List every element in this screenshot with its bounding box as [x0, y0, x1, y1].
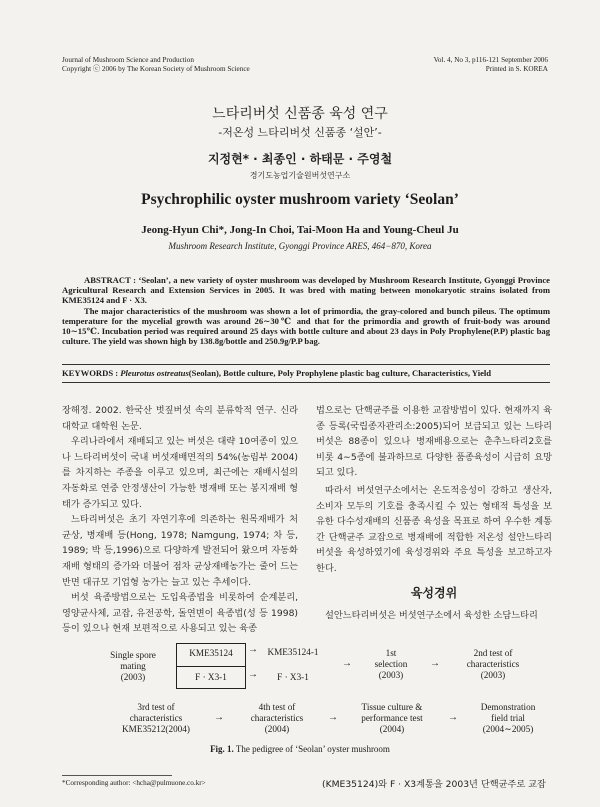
right-column-tail — [316, 608, 552, 624]
fig-fourth-test — [232, 702, 322, 735]
fig-single-spore — [88, 650, 178, 683]
reference-entry: 장해정. 2002. 한국산 벗짚버섯 속의 분류학적 연구. 신라대학교 대학원 논문. — [62, 405, 298, 432]
abstract-label: ABSTRACT : — [84, 275, 137, 285]
arrow-icon: → — [430, 658, 440, 669]
keywords-rest: (Seolan), Bottle culture, Poly Prophylene plastic bag culture, Characteristics, Yield — [188, 368, 492, 378]
divider-top — [62, 364, 550, 365]
caption-label: Fig. 1. — [210, 744, 234, 754]
fig-tissue-culture — [344, 702, 440, 735]
fig-parent-box — [176, 643, 246, 689]
english-affiliation: Mushroom Research Institute, Gyonggi Province ARES, 464−870, Korea — [168, 241, 432, 251]
keywords — [62, 368, 550, 378]
corresponding-author: *Corresponding author: <hcha@pulmuone.co.kr> — [62, 779, 206, 787]
divider-bottom — [62, 382, 550, 383]
fig-first-line1: 1st — [385, 648, 397, 658]
fig-tissue-line2: performance test — [361, 713, 423, 723]
fig-fourth-year: (2004) — [264, 724, 290, 734]
fig-third-line2: characteristics — [129, 713, 183, 723]
fig-demo-line2: field trial — [491, 713, 525, 723]
fig-third-line1: 3rd test of — [137, 702, 175, 712]
caption-text: The pedigree of ‘Seolan’ oyster mushroom — [233, 744, 390, 754]
fig-second-line1: 2nd test of — [473, 648, 513, 658]
right-bottom-text: (KME35124)와 F · X3계통을 2003년 단핵균주로 교잡 — [322, 779, 546, 790]
arrow-icon: → — [248, 644, 258, 655]
fig-box-divider — [177, 666, 245, 667]
abstract — [62, 275, 550, 346]
fig-parent-top: KME35124 — [189, 648, 233, 658]
abstract-p1: ‘Seolan’, a new variety of oyster mushroom was developed by Mushroom Research Institute, Gyonggi Province Agricultural Research and Extension Services in 2005. It was bred with mating between monokaryotic strains isolated from KME35124 and F · X3. — [62, 275, 550, 306]
fig-second-line2: characteristics — [466, 659, 520, 669]
fig-monokaryon-bot: F · X3-1 — [277, 672, 309, 682]
footnote-rule — [62, 775, 172, 776]
fig-second-year: (2003) — [480, 670, 506, 680]
korean-subtitle: -저온성 느타리버섯 신품종 ‘설안’- — [218, 126, 382, 139]
fig-single-spore-line2: mating — [120, 661, 146, 671]
fig-demonstration — [462, 702, 554, 735]
fig-third-test — [106, 702, 206, 735]
section-heading: 육성경위 — [410, 586, 458, 600]
left-paragraph-2: 느타리버섯은 초기 자연기후에 의존하는 원목재배가 처 균상, 병재배 등(Hong, 1978; Namgung, 1974; 차 등, 1989; 박 등,1996)으로 다양하게 발전되어 왔으며 자동화재배 형태의 증가와 더불어 점차 균상재배농가는 줄어 드는 반면 대규모 기업형 농가는 늘고 있는 추세이다. — [62, 514, 298, 588]
journal-name: Journal of Mushroom Science and Production — [62, 56, 194, 64]
arrow-icon: → — [342, 658, 352, 669]
fig-tissue-line1: Tissue culture & — [361, 702, 423, 712]
fig-demo-line1: Demonstration — [480, 702, 536, 712]
volume-header — [434, 56, 548, 74]
korean-affiliation: 경기도농업기술원버섯연구소 — [249, 171, 351, 180]
fig-second-test — [446, 648, 540, 681]
right-paragraph-2: 따라서 버섯연구소에서는 온도적응성이 강하고 생산자, 소비자 모두의 기호를 충족시킬 수 있는 형태적 특성을 보유한 다수성재배의 신품종 육성을 목표로 하여 우수한 계통간 단핵균주 교잡으로 병재배에 적합한 저온성 설안느타리버섯을 육성하였기에 육성경위와 주요 특성을 보고하고자 한다. — [316, 484, 552, 574]
volume-info: Vol. 4, No 3, p116-121 September 2006 — [433, 56, 548, 64]
fig-third-year: KME35212(2004) — [122, 724, 190, 734]
left-column — [62, 403, 298, 637]
left-paragraph-3: 버섯 육종방법으로는 도입육종법을 비롯하여 순계분리, 영양균사체, 교잡, 유전공학, 돌연변이 육종법(성 등 1998) 등이 있으나 현재 보편적으로 사용되고 있는 육종 — [62, 592, 298, 635]
fig-single-spore-year: (2003) — [120, 672, 146, 682]
fig-tissue-year: (2004) — [379, 724, 405, 734]
korean-title: 느타리버섯 신품종 육성 연구 — [212, 106, 388, 122]
journal-header — [62, 56, 250, 74]
right-column — [316, 403, 552, 577]
arrow-icon: → — [248, 669, 258, 680]
fig-monokaryon-top: KME35124-1 — [267, 647, 319, 657]
arrow-icon: → — [328, 712, 338, 723]
fig-single-spore-line1: Single spore — [110, 650, 156, 660]
fig-first-line2: selection — [374, 659, 408, 669]
fig-parent-bot: F · X3-1 — [195, 672, 227, 682]
right-paragraph-3: 설안느타리버섯은 버섯연구소에서 육성한 소담느타리 — [325, 610, 538, 621]
fig-first-year: (2003) — [378, 670, 404, 680]
fig-fourth-line1: 4th test of — [258, 702, 296, 712]
abstract-p2: The major characteristics of the mushroom was shown a lot of primordia, the gray-colored and bunch pileus. The optimum temperature for the mycelial growth was around 26∼30℃ and that for the primordia and growth of fruit-body was around 10∼15℃. Incubation period was required around 25 days with bottle culture and about 23 days in Poly Prophylene(P.P) plastic bag culture. The yield was shown high by 138.8g/bottle and 250.9g/P.P bag. — [62, 305, 550, 347]
keywords-species: Pleurotus ostreatus — [120, 368, 189, 378]
korean-authors: 지정현* · 최종인 · 하태문 · 주영철 — [207, 152, 393, 166]
fig-fourth-line2: characteristics — [250, 713, 304, 723]
arrow-icon: → — [214, 712, 224, 723]
figure-caption — [0, 744, 600, 754]
fig-demo-year: (2004∼2005) — [482, 724, 534, 734]
arrow-icon: → — [448, 712, 458, 723]
right-paragraph-1: 법으로는 단핵균주를 이용한 교잡방법이 있다. 현재까지 육종 등록(국립종자관리소:2005)되어 보급되고 있는 느타리버섯은 88종이 있으나 병재배용으로는 춘추느타리2호를 비롯 4∼5종에 불과하므로 다양한 품종육성이 시급히 요망되고 있다. — [316, 405, 552, 479]
english-title: Psychrophilic oyster mushroom variety ‘Seolan’ — [141, 191, 459, 208]
fig-first-selection — [356, 648, 426, 681]
copyright-line: Copyright ⓒ 2006 by The Korean Society of Mushroom Science — [62, 65, 250, 73]
printed-in: Printed in S. KOREA — [485, 65, 548, 73]
english-authors: Jeong-Hyun Chi*, Jong-In Choi, Tai-Moon Ha and Young-Cheul Ju — [141, 224, 459, 236]
left-paragraph-1: 우리나라에서 재배되고 있는 버섯은 대략 10여종이 있으나 느타리버섯이 국내 버섯재배면적의 54%(농림부 2004)를 차지하는 주종을 이루고 있으며, 최근에는 재배시설의 자동화로 연중 안정생산이 가능한 병재배 또는 봉지재배 형태가 증가되고 있다. — [62, 436, 298, 510]
keywords-label: KEYWORDS : — [62, 368, 119, 378]
